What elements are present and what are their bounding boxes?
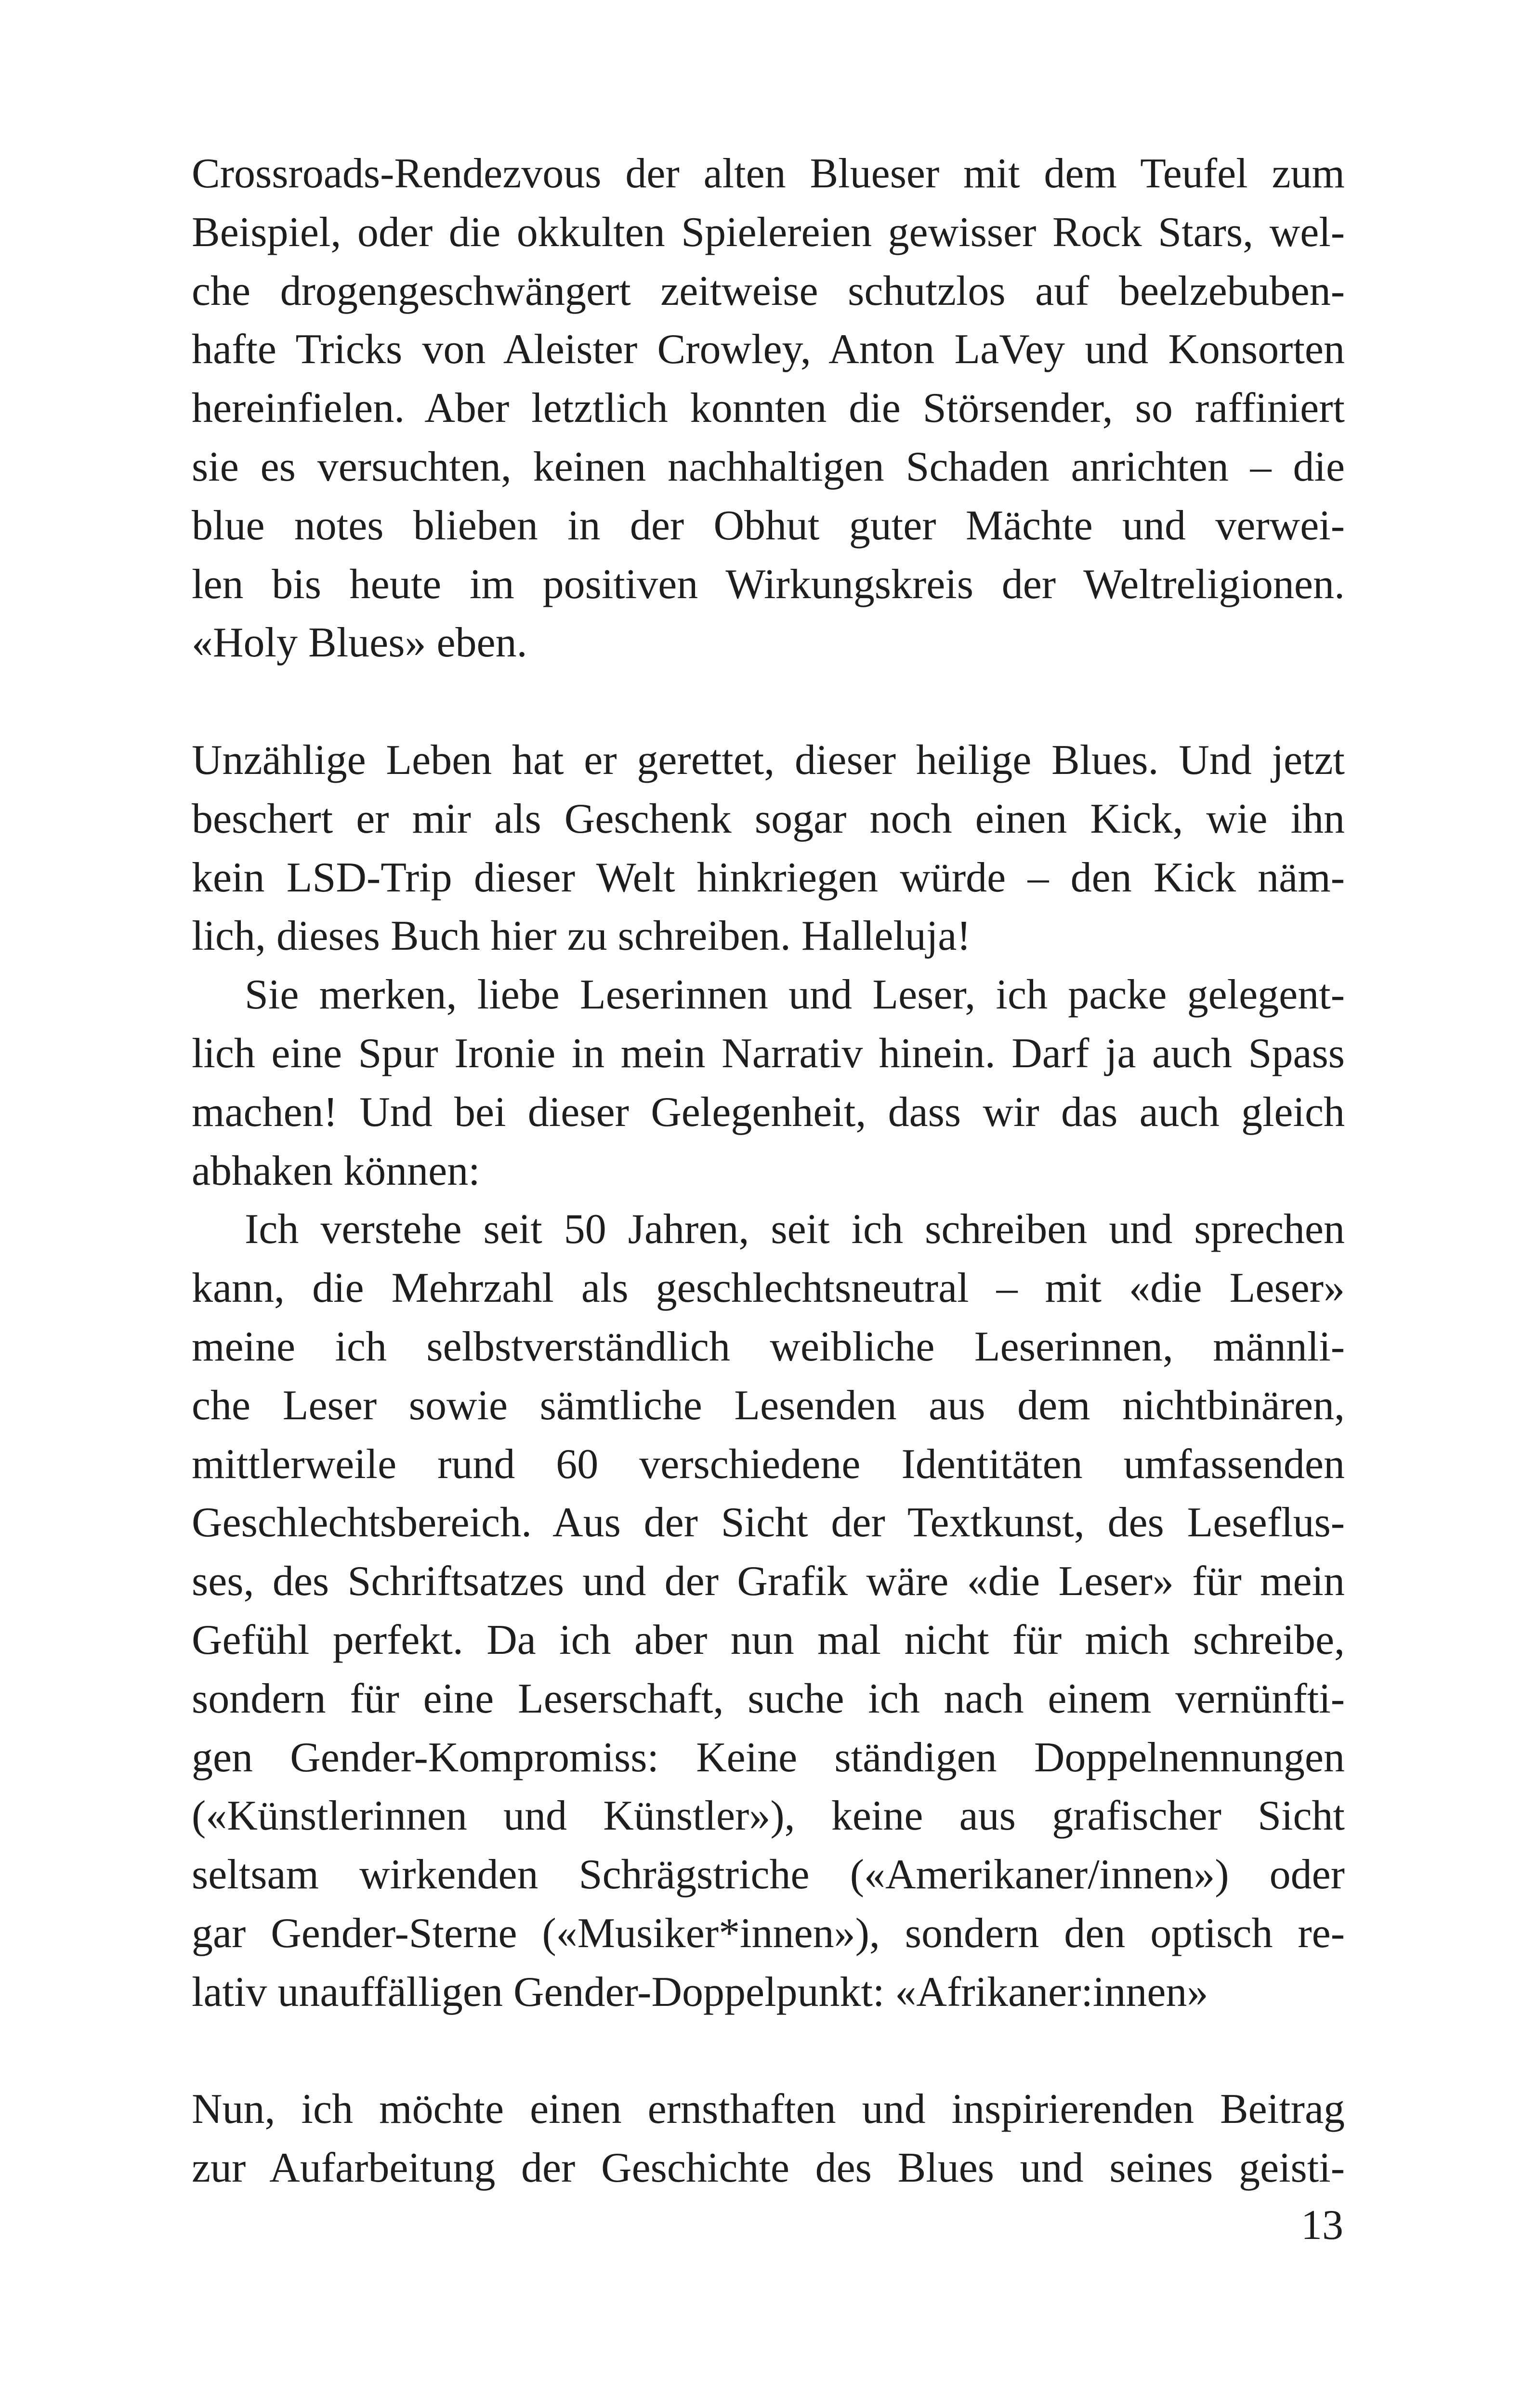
text-line: Crossroads-Rendezvous der alten Blueser mit dem Teufel zum: [192, 150, 1345, 197]
text-line: che drogengeschwängert zeitweise schutzlos auf beelzebuben-: [192, 267, 1345, 314]
paragraph-gap: [192, 672, 1345, 731]
text-line: Ich verstehe seit 50 Jahren, seit ich schreiben und sprechen: [245, 1206, 1345, 1253]
text-line: machen! Und bei dieser Gelegenheit, dass wir das auch gleich: [192, 1088, 1345, 1136]
text-line: gen Gender-Kompromiss: Keine ständigen Doppelnennungen: [192, 1734, 1345, 1781]
text-line: gar Gender-Sterne («Musiker*innen»), sondern den optisch re-: [192, 1910, 1345, 1957]
paragraph: [192, 731, 1345, 966]
text-line: kann, die Mehrzahl als geschlechtsneutral – mit «die Leser»: [192, 1265, 1345, 1312]
text-line: sie es versuchten, keinen nachhaltigen Schaden anrichten – die: [192, 443, 1345, 490]
text-line: Gefühl perfekt. Da ich aber nun mal nicht für mich schreibe,: [192, 1616, 1345, 1663]
text-line: lich, dieses Buch hier zu schreiben. Halleluja!: [192, 913, 971, 960]
paragraph: [192, 2080, 1345, 2198]
text-line: meine ich selbstverständlich weibliche Leserinnen, männli-: [192, 1323, 1345, 1370]
text-line: sondern für eine Leserschaft, suche ich nach einem vernünfti-: [192, 1675, 1345, 1722]
text-line: seltsam wirkenden Schrägstriche («Amerikaner/innen») oder: [192, 1851, 1345, 1898]
text-line: Beispiel, oder die okkulten Spielereien gewisser Rock Stars, wel-: [192, 209, 1345, 256]
text-line: hereinfielen. Aber letztlich konnten die Störsender, so raffiniert: [192, 385, 1345, 432]
text-line: ses, des Schriftsatzes und der Grafik wäre «die Leser» für mein: [192, 1558, 1345, 1605]
text-line: Geschlechtsbereich. Aus der Sicht der Textkunst, des Leseflus-: [192, 1499, 1345, 1546]
text-line: hafte Tricks von Aleister Crowley, Anton LaVey und Konsorten: [192, 326, 1345, 373]
text-line: («Künstlerinnen und Künstler»), keine aus grafischer Sicht: [192, 1793, 1345, 1840]
text-line: beschert er mir als Geschenk sogar noch einen Kick, wie ihn: [192, 795, 1345, 842]
text-line: Unzählige Leben hat er gerettet, dieser heilige Blues. Und jetzt: [192, 736, 1345, 784]
text-line: zur Aufarbeitung der Geschichte des Blues und seines geisti-: [192, 2145, 1345, 2192]
text-line: «Holy Blues» eben.: [192, 619, 527, 667]
paragraph: [192, 966, 1345, 1200]
text-line: kein LSD-Trip dieser Welt hinkriegen würde – den Kick näm-: [192, 854, 1345, 901]
text-line: Nun, ich möchte einen ernsthaften und inspirierenden Beitrag: [192, 2086, 1345, 2133]
text-line: mittlerweile rund 60 verschiedene Identitäten umfassenden: [192, 1440, 1345, 1488]
text-line: lich eine Spur Ironie in mein Narrativ hinein. Darf ja auch Spass: [192, 1030, 1345, 1077]
paragraph: [192, 144, 1345, 672]
text-line: len bis heute im positiven Wirkungskreis der Weltreligionen.: [192, 561, 1345, 608]
text-line: abhaken können:: [192, 1147, 480, 1194]
paragraph: [192, 1200, 1345, 2021]
text-line: che Leser sowie sämtliche Lesenden aus dem nichtbinären,: [192, 1382, 1345, 1429]
text-line: lativ unauffälligen Gender-Doppelpunkt: «Afrikaner:innen»: [192, 1968, 1208, 2015]
paragraph-gap: [192, 2022, 1345, 2081]
text-line: blue notes blieben in der Obhut guter Mächte und verwei-: [192, 502, 1345, 549]
text-line: Sie merken, liebe Leserinnen und Leser, ich packe gelegent-: [245, 971, 1345, 1019]
body-text: [192, 144, 1345, 2198]
page-number: 13: [1301, 2202, 1343, 2249]
